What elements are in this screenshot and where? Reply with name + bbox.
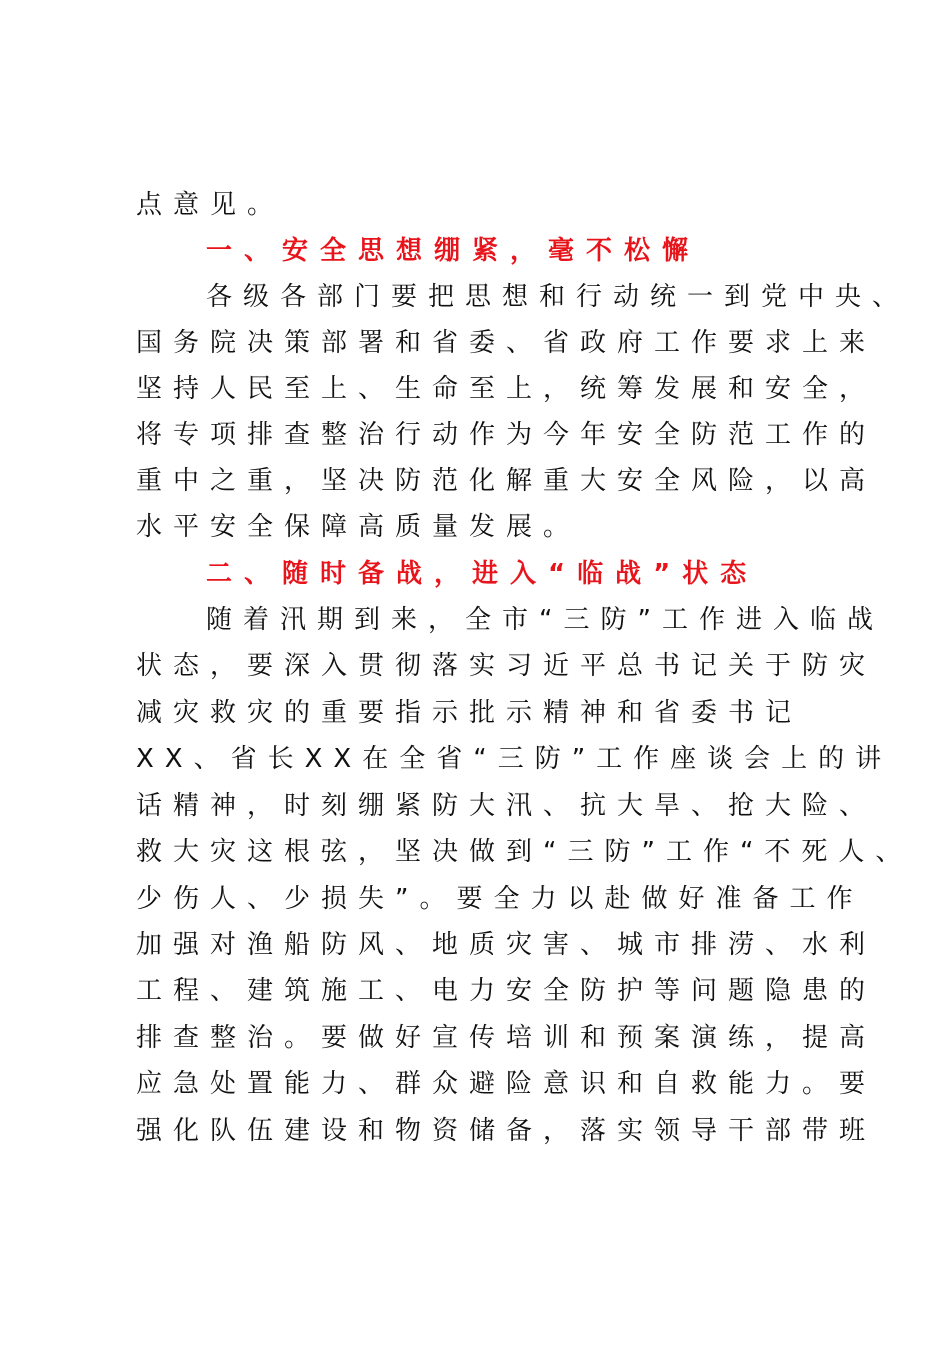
- text-line: 少伤人、少损失”。要全力以赴做好准备工作: [136, 884, 864, 914]
- text-line: 坚持人民至上、生命至上，统筹发展和安全，: [136, 374, 877, 404]
- text-line: 排查整治。要做好宣传培训和预案演练，提高: [136, 1023, 877, 1053]
- paragraph-start: 各级各部门要把思想和行动统一到党中央、: [206, 282, 910, 312]
- text-line: 重中之重，坚决防范化解重大安全风险，以高: [136, 466, 877, 496]
- text-line: 加强对渔船防风、地质灾害、城市排涝、水利: [136, 930, 877, 960]
- text-line: 状态，要深入贯彻落实习近平总书记关于防灾: [136, 651, 877, 681]
- text-line: 点意见。: [136, 190, 285, 220]
- text-line: 水平安全保障高质量发展。: [136, 512, 581, 542]
- text-line: 将专项排查整治行动作为今年安全防范工作的: [136, 420, 877, 450]
- text-line: 工程、建筑施工、电力安全防护等问题隐患的: [136, 976, 877, 1006]
- paragraph-start: 随着汛期到来，全市“三防”工作进入临战: [206, 605, 884, 635]
- section-heading-1: 一、安全思想绷紧，毫不松懈: [206, 236, 701, 266]
- text-line: 减灾救灾的重要指示批示精神和省委书记: [136, 698, 803, 728]
- text-line: 应急处置能力、群众避险意识和自救能力。要: [136, 1069, 877, 1099]
- section-heading-2: 二、随时备战，进入“临战”状态: [206, 559, 759, 589]
- text-line: 国务院决策部署和省委、省政府工作要求上来: [136, 328, 877, 358]
- text-line: 救大灾这根弦，坚决做到“三防”工作“不死人、: [136, 837, 913, 867]
- text-line: 话精神，时刻绷紧防大汛、抗大旱、抢大险、: [136, 791, 877, 821]
- text-line: XX、省长XX在全省“三防”工作座谈会上的讲: [136, 744, 893, 774]
- text-line: 强化队伍建设和物资储备，落实领导干部带班: [136, 1116, 877, 1146]
